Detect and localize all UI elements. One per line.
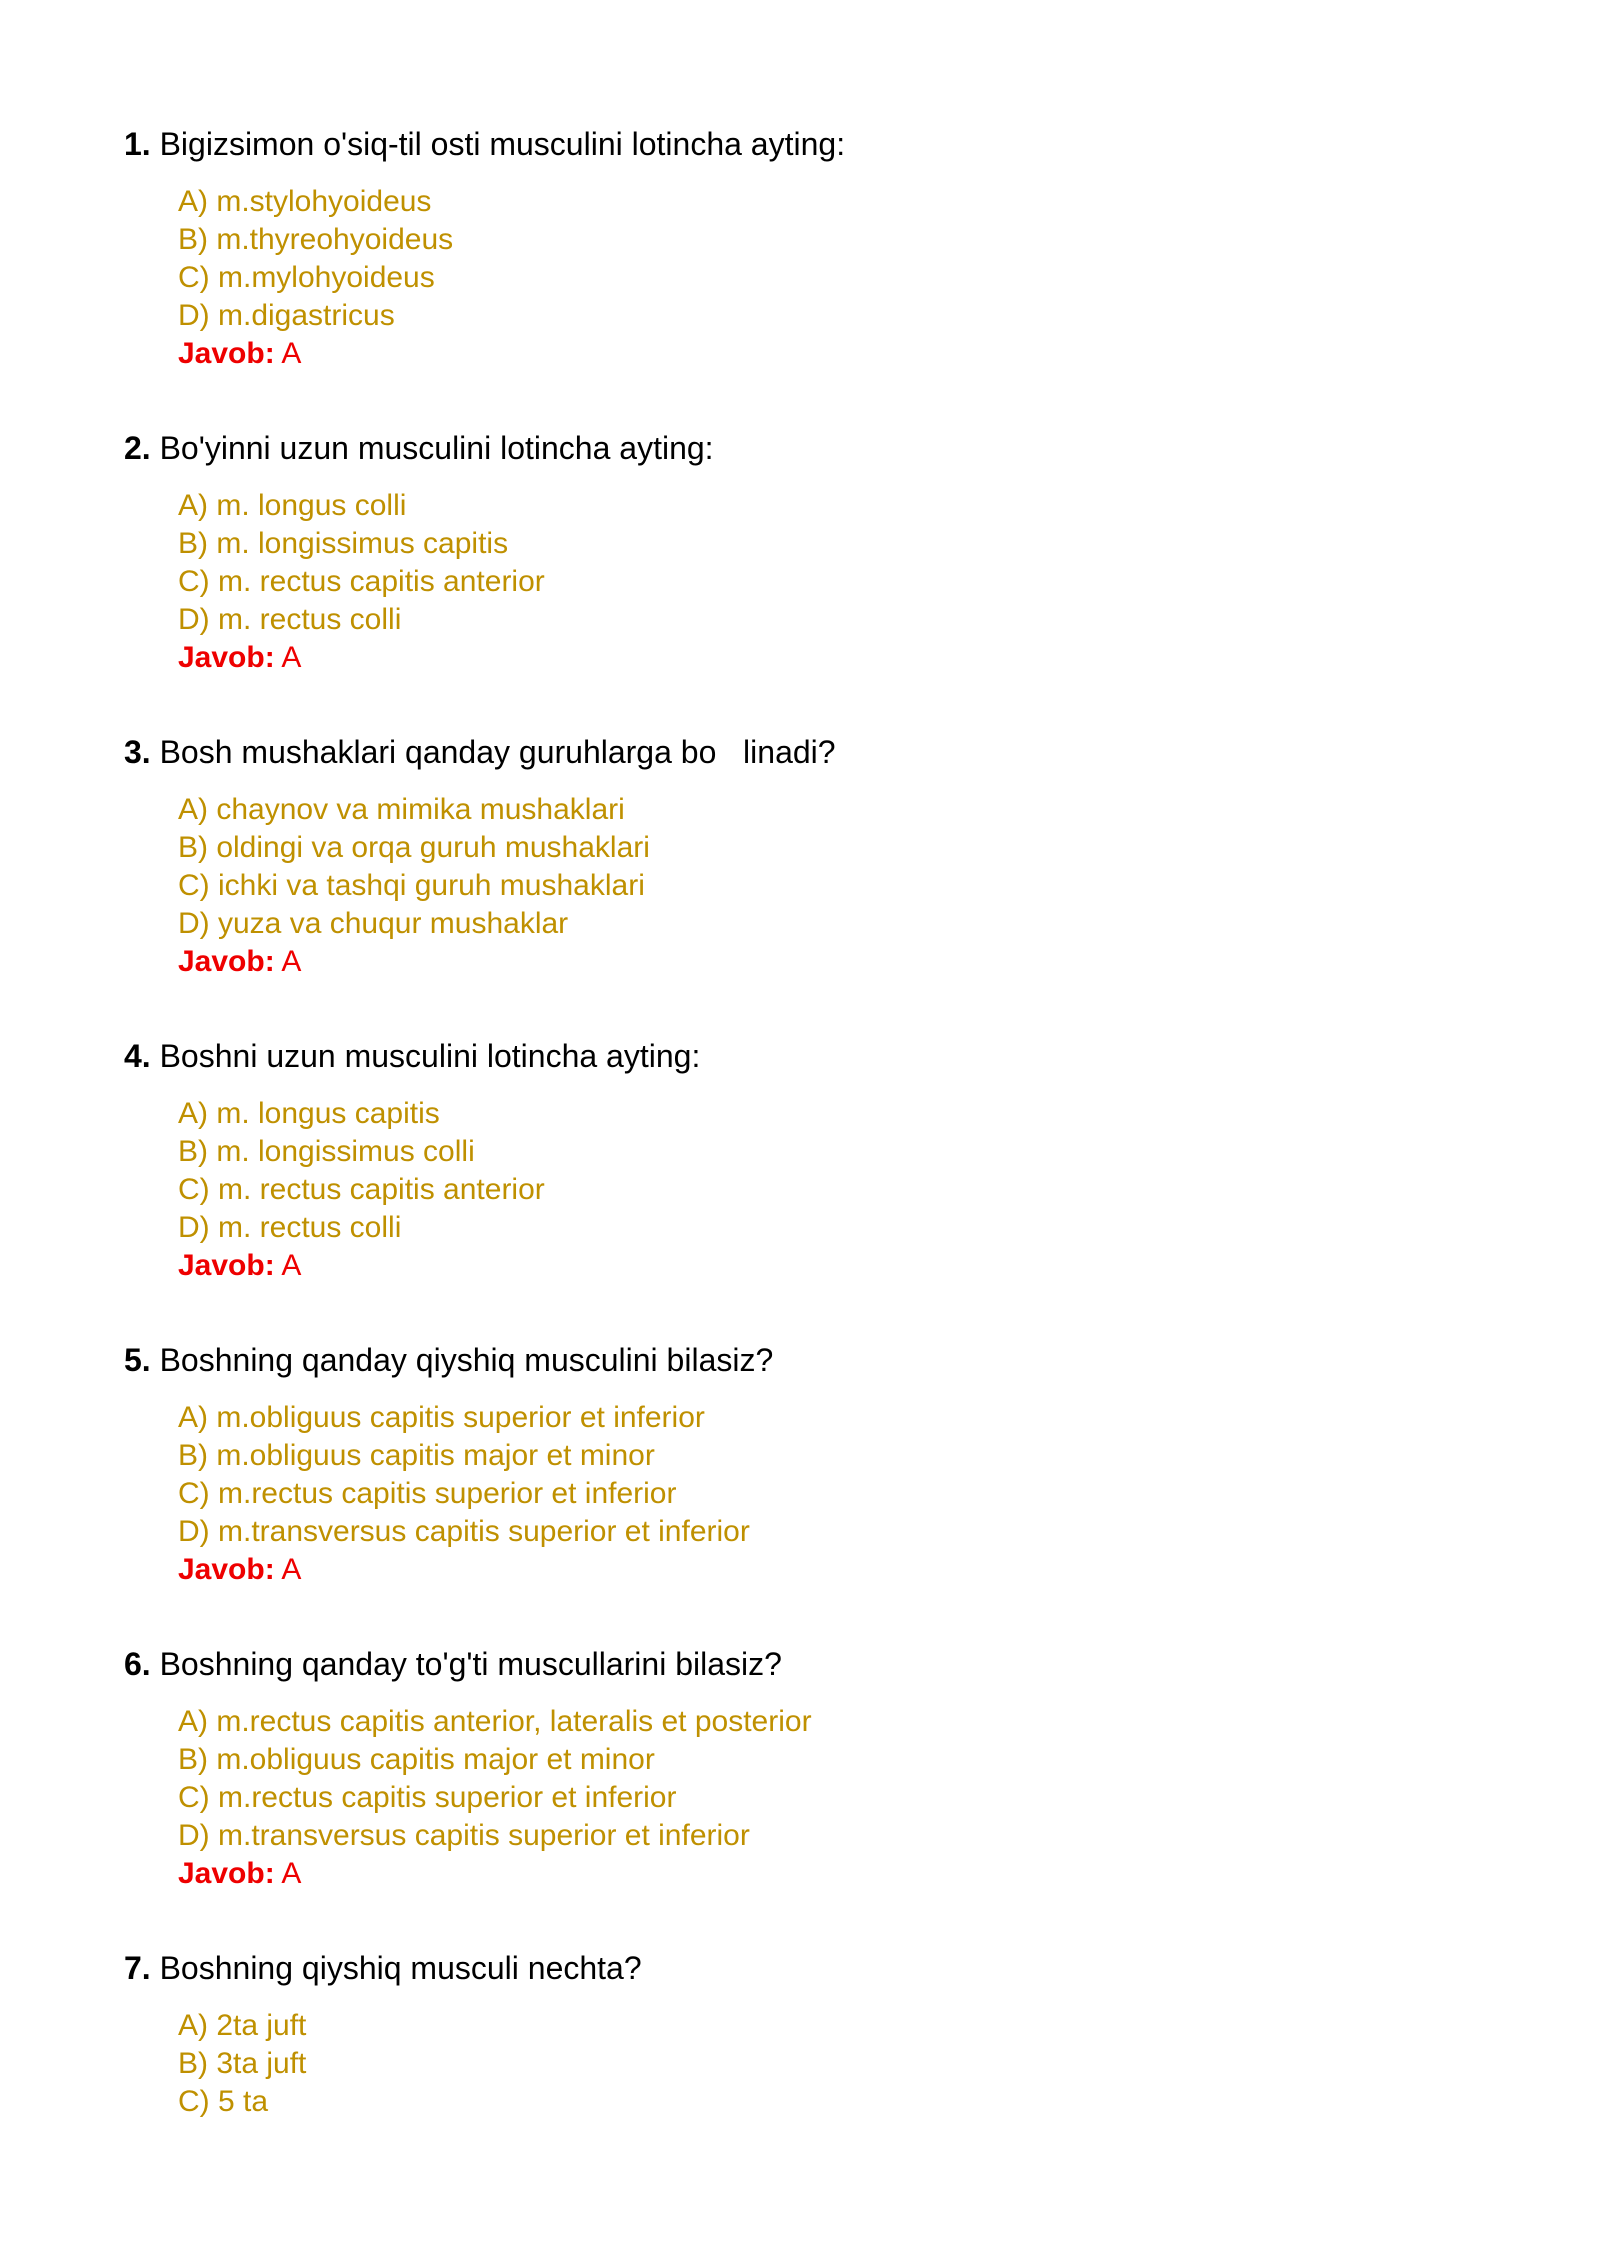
question-text: Bigizsimon o'siq-til osti musculini lotincha ayting: xyxy=(159,126,846,162)
question-3 xyxy=(124,732,1524,981)
answer-label: Javob: xyxy=(178,337,275,370)
question-number: 2. xyxy=(124,430,151,466)
answer-line xyxy=(178,943,1524,981)
question-text: Boshni uzun musculini lotincha ayting: xyxy=(159,1038,701,1074)
options-list xyxy=(124,791,1524,981)
option-item: B) m.thyreohyoideus xyxy=(178,223,454,256)
option-item: C) m. rectus capitis anterior xyxy=(178,1173,545,1206)
option-item: C) m.rectus capitis superior et inferior xyxy=(178,1781,677,1814)
question-text: Boshning qiyshiq musculi nechta? xyxy=(159,1950,642,1986)
option-item: A) m.stylohyoideus xyxy=(178,185,432,218)
question-text-line xyxy=(124,124,1524,164)
options-list xyxy=(124,1095,1524,1285)
option-item: B) m.obliguus capitis major et minor xyxy=(178,1743,655,1776)
question-1 xyxy=(124,124,1524,373)
option-item: A) m.rectus capitis anterior, lateralis et posterior xyxy=(178,1705,812,1738)
question-text-line xyxy=(124,428,1524,468)
option-item: B) oldingi va orqa guruh mushaklari xyxy=(178,831,650,864)
answer-label: Javob: xyxy=(178,1857,275,1890)
question-5 xyxy=(124,1340,1524,1589)
answer-value: A xyxy=(281,641,302,674)
question-text-line xyxy=(124,1036,1524,1076)
question-text-line xyxy=(124,1340,1524,1380)
question-text-line xyxy=(124,1644,1524,1684)
option-item: D) m. rectus colli xyxy=(178,1211,402,1244)
option-item: A) chaynov va mimika mushaklari xyxy=(178,793,625,826)
option-item: B) m. longissimus colli xyxy=(178,1135,475,1168)
question-number: 6. xyxy=(124,1646,151,1682)
option-item: D) m.transversus capitis superior et inferior xyxy=(178,1515,750,1548)
answer-line xyxy=(178,1855,1524,1893)
option-item: A) 2ta juft xyxy=(178,2009,307,2042)
options-list xyxy=(124,183,1524,373)
answer-line xyxy=(178,639,1524,677)
option-item: C) ichki va tashqi guruh mushaklari xyxy=(178,869,645,902)
question-number: 4. xyxy=(124,1038,151,1074)
answer-label: Javob: xyxy=(178,641,275,674)
answer-value: A xyxy=(281,337,302,370)
answer-value: A xyxy=(281,945,302,978)
option-item: A) m.obliguus capitis superior et inferior xyxy=(178,1401,705,1434)
option-item: D) m.digastricus xyxy=(178,299,395,332)
question-2 xyxy=(124,428,1524,677)
option-item: D) m. rectus colli xyxy=(178,603,402,636)
question-6 xyxy=(124,1644,1524,1893)
option-item: C) m. rectus capitis anterior xyxy=(178,565,545,598)
option-item: D) yuza va chuqur mushaklar xyxy=(178,907,569,940)
option-item: D) m.transversus capitis superior et inferior xyxy=(178,1819,750,1852)
question-text: Boshning qanday qiyshiq musculini bilasiz? xyxy=(159,1342,774,1378)
question-number: 5. xyxy=(124,1342,151,1378)
option-item: A) m. longus capitis xyxy=(178,1097,440,1130)
question-text: Boshning qanday to'g'ti muscullarini bilasiz? xyxy=(159,1646,782,1682)
options-list xyxy=(124,487,1524,677)
question-7 xyxy=(124,1948,1524,2121)
question-number: 7. xyxy=(124,1950,151,1986)
question-text: Bosh mushaklari qanday guruhlarga bo linadi? xyxy=(159,734,836,770)
option-item: B) m.obliguus capitis major et minor xyxy=(178,1439,655,1472)
answer-value: A xyxy=(281,1249,302,1282)
question-4 xyxy=(124,1036,1524,1285)
question-number: 1. xyxy=(124,126,151,162)
answer-line xyxy=(178,1247,1524,1285)
answer-label: Javob: xyxy=(178,1553,275,1586)
answer-line xyxy=(178,335,1524,373)
options-list xyxy=(124,1399,1524,1589)
options-list xyxy=(124,2007,1524,2121)
answer-line xyxy=(178,1551,1524,1589)
question-text-line xyxy=(124,732,1524,772)
answer-label: Javob: xyxy=(178,945,275,978)
option-item: B) 3ta juft xyxy=(178,2047,307,2080)
option-item: C) m.mylohyoideus xyxy=(178,261,435,294)
question-number: 3. xyxy=(124,734,151,770)
option-item: A) m. longus colli xyxy=(178,489,407,522)
options-list xyxy=(124,1703,1524,1893)
option-item: C) m.rectus capitis superior et inferior xyxy=(178,1477,677,1510)
option-item: B) m. longissimus capitis xyxy=(178,527,509,560)
answer-value: A xyxy=(281,1553,302,1586)
question-text: Bo'yinni uzun musculini lotincha ayting: xyxy=(159,430,714,466)
answer-label: Javob: xyxy=(178,1249,275,1282)
option-item: C) 5 ta xyxy=(178,2085,269,2118)
question-text-line xyxy=(124,1948,1524,1988)
answer-value: A xyxy=(281,1857,302,1890)
